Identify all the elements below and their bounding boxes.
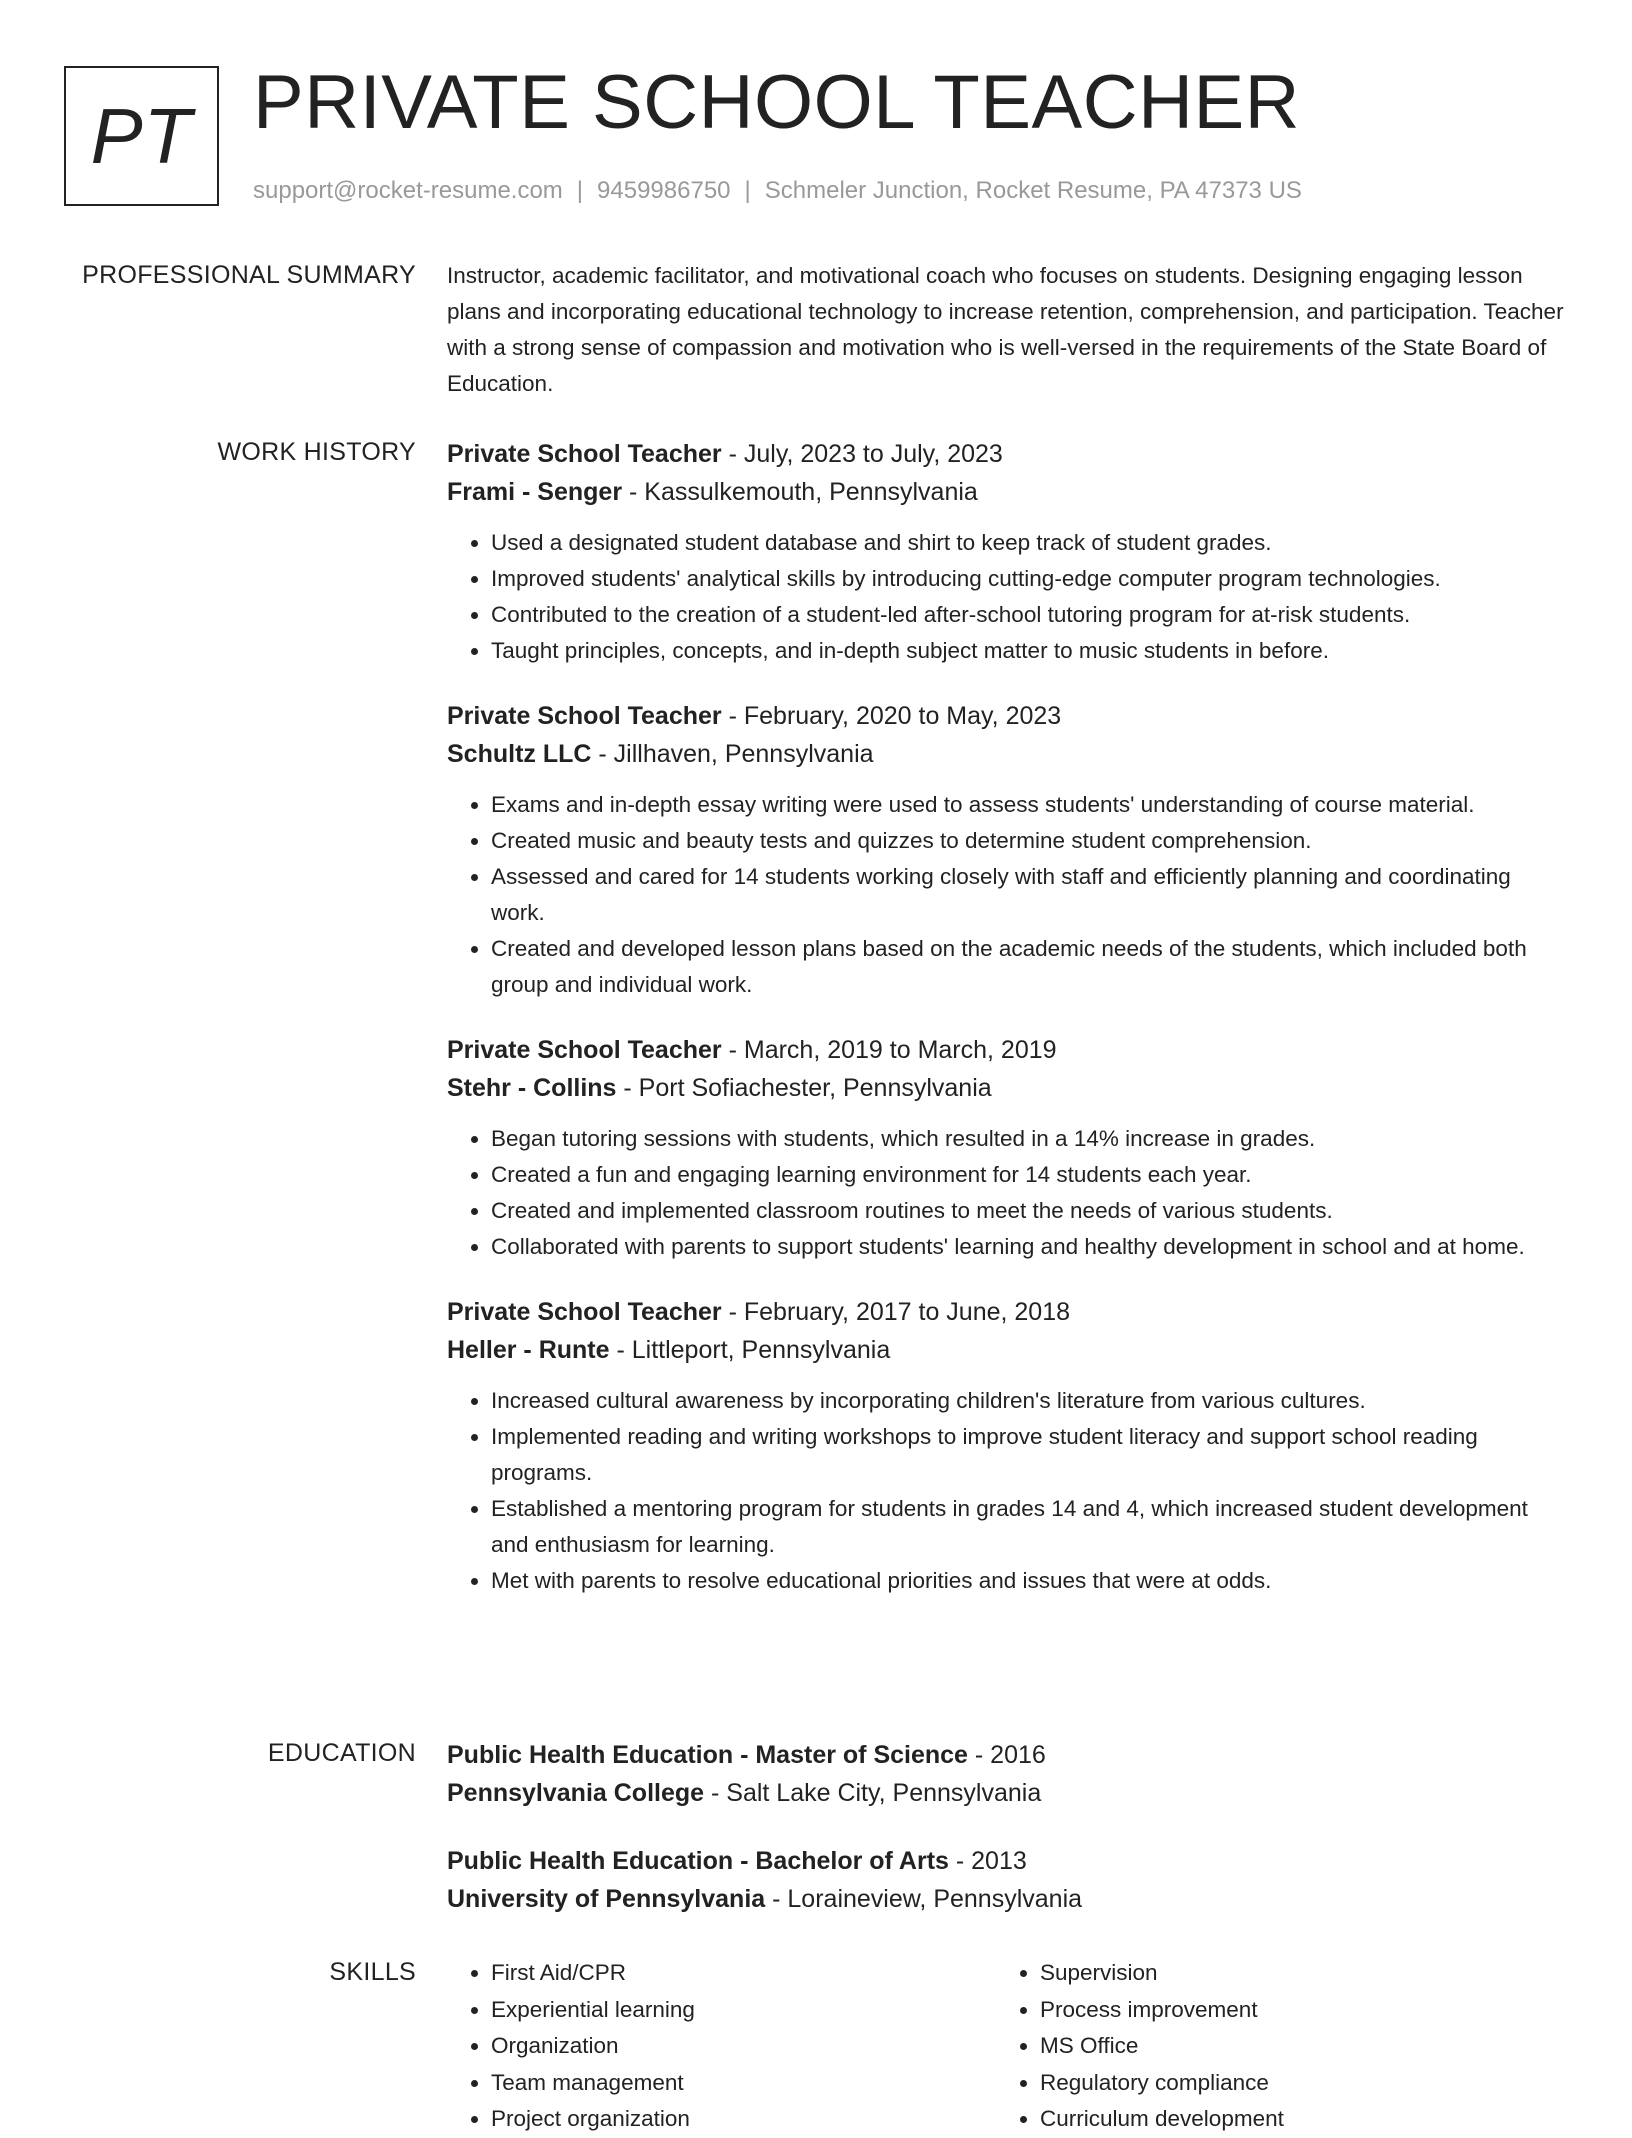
degree-line <box>447 1736 1567 1774</box>
section-label-summary: PROFESSIONAL SUMMARY <box>82 261 416 289</box>
job-bullets <box>447 1121 1567 1265</box>
monogram-badge: PT <box>64 66 219 206</box>
job-bullet: • Assessed and cared for 14 students working closely with staff and efficiently planning and coordinating work. <box>491 859 1567 931</box>
summary-text: Instructor, academic facilitator, and motivational coach who focuses on students. Designing engaging lesson plans and incorporating educational technology to increase retention, comprehension, and participation. Teacher with a strong sense of compassion and motivation who is well-versed in the requirements of the State Board of Education. <box>447 263 1564 396</box>
degree-name: Public Health Education - Bachelor of Arts <box>447 1847 949 1875</box>
job-title: Private School Teacher <box>447 440 722 468</box>
job-bullets <box>447 787 1567 1003</box>
contact-email[interactable]: support@rocket-resume.com <box>253 177 563 204</box>
job-dates: - February, 2017 to June, 2018 <box>721 1298 1071 1326</box>
job-bullet: • Created and implemented classroom routines to meet the needs of various students. <box>491 1193 1567 1229</box>
job-bullet: • Established a mentoring program for students in grades 14 and 4, which increased student development and enthusiasm for learning. <box>491 1491 1567 1563</box>
section-label-education: EDUCATION <box>267 1739 416 1767</box>
school-name: University of Pennsylvania <box>447 1885 766 1913</box>
degree-line <box>447 1842 1567 1880</box>
job-bullet: • Collaborated with parents to support students' learning and healthy development in school and at home. <box>491 1229 1567 1265</box>
skill-item: • Experiential learning <box>491 1992 996 2029</box>
job-dates: - July, 2023 to July, 2023 <box>721 440 1003 468</box>
school-location: - Salt Lake City, Pennsylvania <box>704 1779 1042 1807</box>
section-label-work-history: WORK HISTORY <box>217 438 416 466</box>
job-company-line <box>447 473 1567 511</box>
contact-line <box>253 176 1302 206</box>
skill-item: • First Aid/CPR <box>491 1955 996 1992</box>
skill-item: • Organization <box>491 2028 996 2065</box>
school-location: - Loraineview, Pennsylvania <box>765 1885 1083 1913</box>
job-location: - Port Sofiachester, Pennsylvania <box>616 1074 992 1102</box>
job-company-line <box>447 1331 1567 1369</box>
job-dates: - March, 2019 to March, 2019 <box>721 1036 1057 1064</box>
skill-item: • Project organization <box>491 2101 996 2138</box>
job-title-line <box>447 1031 1567 1069</box>
education-entry <box>447 1736 1567 1812</box>
school-line <box>447 1774 1567 1812</box>
skills-body <box>447 1955 1567 2138</box>
degree-year: - 2016 <box>967 1741 1046 1769</box>
job-dates: - February, 2020 to May, 2023 <box>721 702 1062 730</box>
job-company: Heller - Runte <box>447 1336 610 1364</box>
job-bullet: • Exams and in-depth essay writing were used to assess students' understanding of course material. <box>491 787 1567 823</box>
job-title-line <box>447 697 1567 735</box>
job-bullet: • Began tutoring sessions with students, which resulted in a 14% increase in grades. <box>491 1121 1567 1157</box>
job-bullet: • Created and developed lesson plans based on the academic needs of the students, which included both group and individual work. <box>491 931 1567 1003</box>
job-title: Private School Teacher <box>447 1036 722 1064</box>
job-entry <box>447 1293 1567 1599</box>
resume-title: PRIVATE SCHOOL TEACHER <box>253 60 1301 145</box>
job-location: - Kassulkemouth, Pennsylvania <box>622 478 978 506</box>
job-location: - Jillhaven, Pennsylvania <box>591 740 874 768</box>
school-name: Pennsylvania College <box>447 1779 705 1807</box>
education-entry <box>447 1842 1567 1918</box>
job-bullet: • Implemented reading and writing workshops to improve student literacy and support school reading programs. <box>491 1419 1567 1491</box>
job-bullet: • Increased cultural awareness by incorporating children's literature from various cultures. <box>491 1383 1567 1419</box>
skills-column-left <box>447 1955 996 2138</box>
contact-separator: | <box>744 177 751 204</box>
skill-item: • Curriculum development <box>1040 2101 1545 2138</box>
resume-header <box>0 0 1632 240</box>
education-body <box>447 1736 1567 1948</box>
job-company: Stehr - Collins <box>447 1074 617 1102</box>
job-entry <box>447 1031 1567 1265</box>
job-bullet: • Taught principles, concepts, and in-depth subject matter to music students in before. <box>491 633 1567 669</box>
summary-body <box>447 258 1567 402</box>
job-company: Schultz LLC <box>447 740 592 768</box>
job-bullet: • Created a fun and engaging learning environment for 14 students each year. <box>491 1157 1567 1193</box>
contact-phone[interactable]: 9459986750 <box>597 177 731 204</box>
job-title: Private School Teacher <box>447 1298 722 1326</box>
job-bullet: • Created music and beauty tests and quizzes to determine student comprehension. <box>491 823 1567 859</box>
job-company-line <box>447 1069 1567 1107</box>
job-bullet: • Used a designated student database and shirt to keep track of student grades. <box>491 525 1567 561</box>
skill-item: • Supervision <box>1040 1955 1545 1992</box>
job-title: Private School Teacher <box>447 702 722 730</box>
school-line <box>447 1880 1567 1918</box>
degree-year: - 2013 <box>948 1847 1027 1875</box>
skill-item: • Regulatory compliance <box>1040 2065 1545 2102</box>
degree-name: Public Health Education - Master of Science <box>447 1741 968 1769</box>
job-bullet: • Improved students' analytical skills by introducing cutting-edge computer program technologies. <box>491 561 1567 597</box>
job-bullet: • Met with parents to resolve educational priorities and issues that were at odds. <box>491 1563 1567 1599</box>
skill-item: • Team management <box>491 2065 996 2102</box>
job-bullets <box>447 525 1567 669</box>
work-history-body <box>447 435 1567 1627</box>
job-title-line <box>447 435 1567 473</box>
job-location: - Littleport, Pennsylvania <box>609 1336 891 1364</box>
job-bullets <box>447 1383 1567 1599</box>
skill-item: • Process improvement <box>1040 1992 1545 2029</box>
contact-address: Schmeler Junction, Rocket Resume, PA 47373 US <box>764 177 1302 204</box>
contact-separator: | <box>576 177 584 204</box>
job-company-line <box>447 735 1567 773</box>
job-company: Frami - Senger <box>447 478 623 506</box>
section-label-skills: SKILLS <box>329 1958 416 1986</box>
job-entry <box>447 435 1567 669</box>
job-entry <box>447 697 1567 1003</box>
job-title-line <box>447 1293 1567 1331</box>
skill-item: • MS Office <box>1040 2028 1545 2065</box>
job-bullet: • Contributed to the creation of a student-led after-school tutoring program for at-risk students. <box>491 597 1567 633</box>
skills-column-right <box>996 1955 1545 2138</box>
